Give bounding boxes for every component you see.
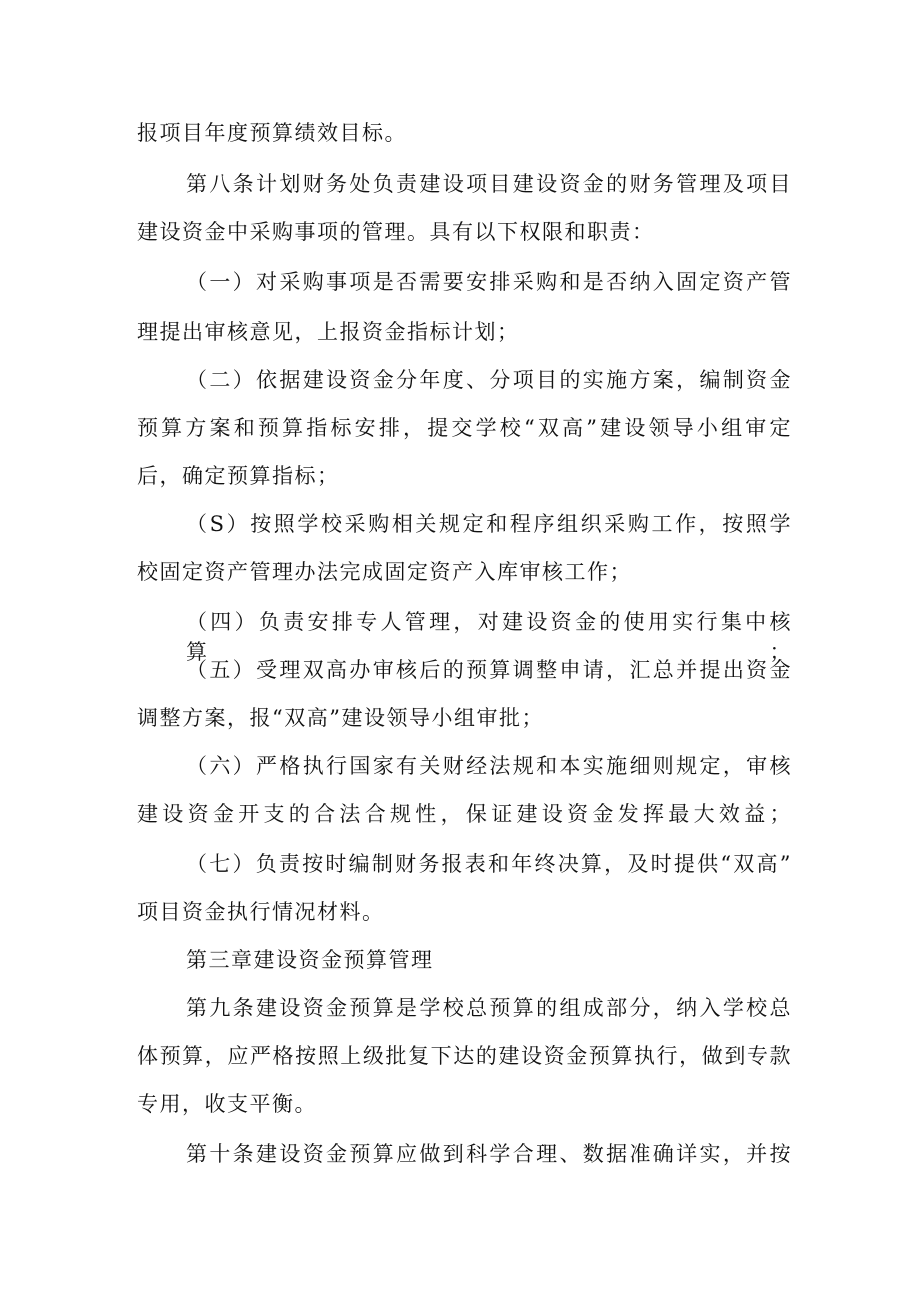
- list-item-6-line: （六）严格执行国家有关财经法规和本实施细则规定，审核: [186, 754, 792, 778]
- article-9-heading-line: 第九条建设资金预算是学校总预算的组成部分，纳入学校总: [186, 996, 792, 1020]
- paragraph-line: 后，确定预算指标；: [137, 464, 340, 488]
- list-item-7-line: （七）负责按时编制财务报表和年终决算，及时提供“双高”: [186, 852, 792, 876]
- paragraph-line: 建设资金中采购事项的管理。具有以下权限和职责：: [137, 220, 655, 244]
- paragraph-line: 校固定资产管理办法完成固定资产入库审核工作；: [137, 560, 632, 584]
- list-item-4-line: （四）负责安排专人管理，对建设资金的使用实行集中核算；: [186, 610, 792, 664]
- list-item-2-line: （二）依据建设资金分年度、分项目的实施方案，编制资金: [186, 368, 792, 392]
- paragraph-line: 理提出审核意见，上报资金指标计划；: [137, 320, 520, 344]
- paragraph-line: 项目资金执行情况材料。: [137, 900, 385, 924]
- paragraph-line: 调整方案，报“双高”建设领导小组审批；: [137, 706, 544, 730]
- paragraph-line: 专用，收支平衡。: [137, 1092, 317, 1116]
- list-item-3-line: （S）按照学校采购相关规定和程序组织采购工作，按照学: [186, 512, 792, 536]
- article-8-heading-line: 第八条计划财务处负责建设项目建设资金的财务管理及项目: [186, 172, 792, 196]
- paragraph-line: 预算方案和预算指标安排，提交学校“双高”建设领导小组审定: [137, 416, 792, 440]
- list-item-1-line: （一）对采购事项是否需要安排采购和是否纳入固定资产管: [186, 270, 792, 294]
- article-10-heading-line: 第十条建设资金预算应做到科学合理、数据准确详实，并按: [186, 1142, 792, 1166]
- chapter-3-heading: 第三章建设资金预算管理: [186, 948, 434, 972]
- paragraph-line: 建设资金开支的合法合规性，保证建设资金发挥最大效益；: [137, 802, 792, 826]
- paragraph-line: 报项目年度预算绩效目标。: [137, 121, 407, 145]
- list-item-5-line: （五）受理双高办审核后的预算调整申请，汇总并提出资金: [186, 658, 792, 682]
- paragraph-line: 体预算，应严格按照上级批复下达的建设资金预算执行，做到专款: [137, 1044, 792, 1068]
